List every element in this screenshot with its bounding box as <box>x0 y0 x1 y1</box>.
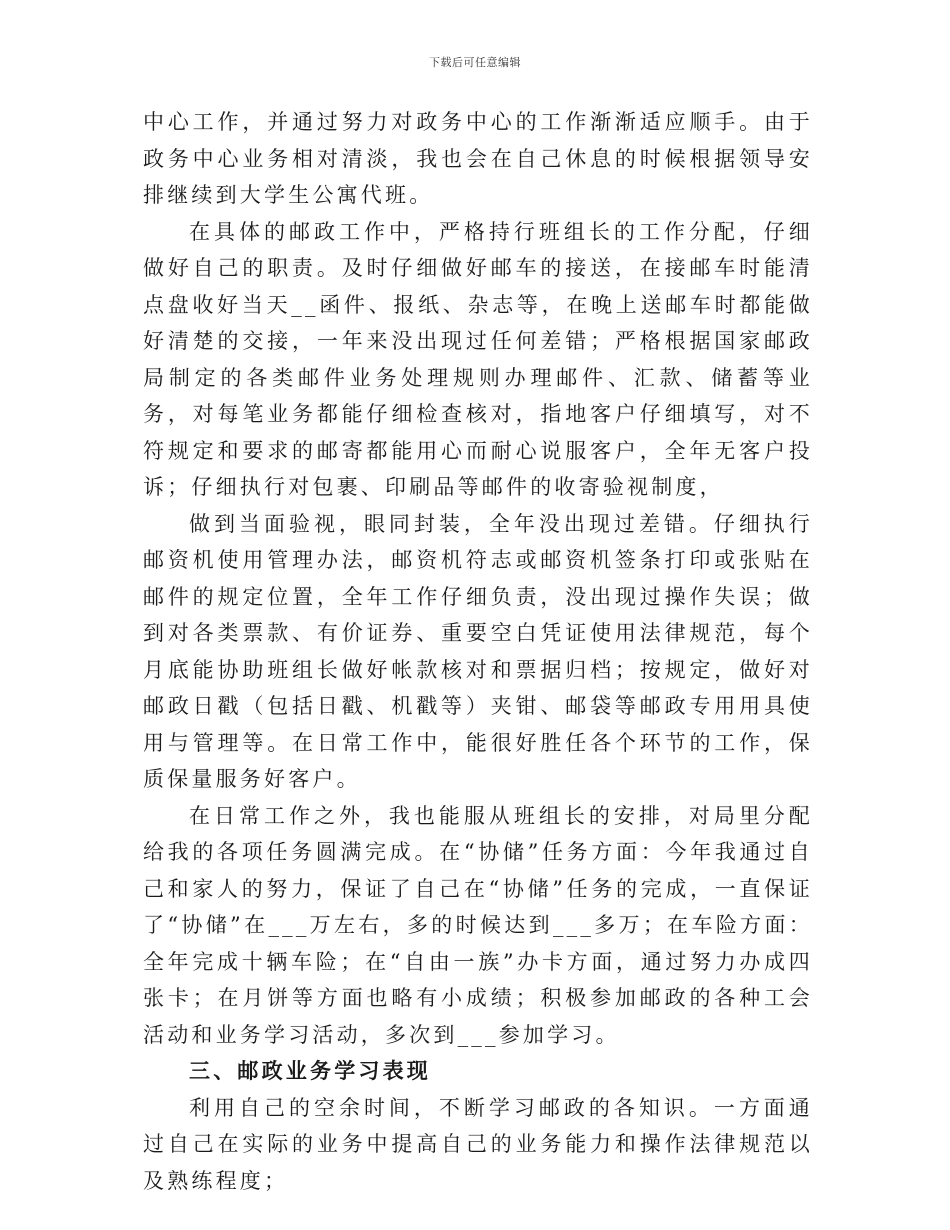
page-header: 下载后可任意编辑 <box>429 56 521 69</box>
paragraph-inspection: 做到当面验视，眼同封装，全年没出现过差错。仔细执行邮资机使用管理办法，邮资机符志或邮资机签条打印或张贴在邮件的规定位置，全年工作仔细负责，没出现过操作失误；做到对各类票款、有价证券、重要空白凭证使用法律规范，每个月底能协助班组长做好帐款核对和票据归档；按规定，做好对邮政日戳（包括日戳、机戳等）夹钳、邮袋等邮政专用用具使用与管理等。在日常工作中，能很好胜任各个环节的工作，保质保量服务好客户。 <box>143 511 813 791</box>
document-body <box>143 104 813 1199</box>
paragraph-extra-tasks: 在日常工作之外，我也能服从班组长的安排，对局里分配给我的各项任务圆满完成。在“协储”任务方面：今年我通过自己和家人的努力，保证了自己在“协储”任务的完成，一直保证了“协储”在___万左右，多的时候达到___多万；在车险方面：全年完成十辆车险；在“自由一族”办卡方面，通过努力办成四张卡；在月饼等方面也略有小成绩；积极参加邮政的各种工会活动和业务学习活动，多次到___参加学习。 <box>143 803 813 1047</box>
paragraph-continuation: 中心工作，并通过努力对政务中心的工作渐渐适应顺手。由于政务中心业务相对清淡，我也会在自己休息的时候根据领导安排继续到大学生公寓代班。 <box>143 110 813 207</box>
section-heading: 三、邮政业务学习表现 <box>189 1058 431 1083</box>
paragraph-study: 利用自己的空余时间，不断学习邮政的各知识。一方面通过自己在实际的业务中提高自己的业务能力和操作法律规范以及熟练程度； <box>143 1095 813 1193</box>
paragraph-postal-duties: 在具体的邮政工作中，严格持行班组长的工作分配，仔细做好自己的职责。及时仔细做好邮车的接送，在接邮车时能清点盘收好当天__函件、报纸、杂志等，在晚上送邮车时都能做好清楚的交接，一年来没出现过任何差错；严格根据国家邮政局制定的各类邮件业务处理规则办理邮件、汇款、储蓄等业务，对每笔业务都能仔细检查核对，指地客户仔细填写，对不符规定和要求的邮寄都能用心而耐心说服客户，全年无客户投诉；仔细执行对包裹、印刷品等邮件的收寄验视制度， <box>143 219 813 499</box>
